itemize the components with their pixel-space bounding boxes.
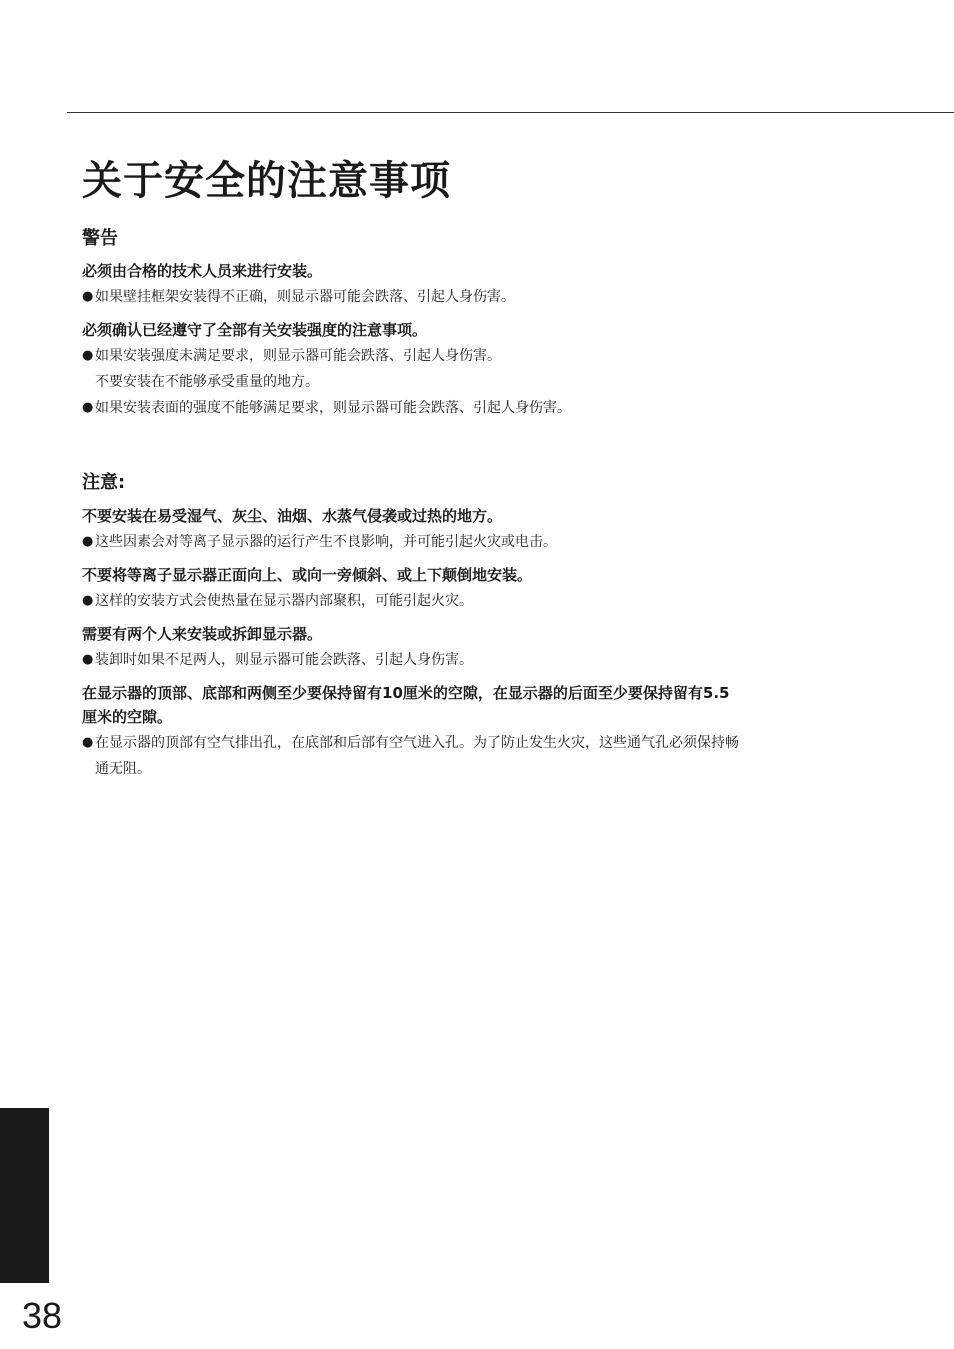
page-number: 38 [22,1295,63,1336]
caution-item-1-head: 不要安装在易受湿气、灰尘、油烟、水蒸气侵袭或过热的地方。 [82,507,503,525]
bullet-icon: ● [82,735,94,750]
page-title: 关于安全的注意事项 [82,158,451,204]
bullet-icon: ● [82,289,94,304]
bullet-icon: ● [82,534,94,549]
warning-item-2-bullet-1-cont: 不要安装在不能够承受重量的地方。 [95,374,319,390]
caution-item-2-bullet [82,589,882,613]
bullet-icon: ● [82,652,94,667]
caution-heading: 注意: [82,472,126,493]
bullet-text: 如果安装强度未满足要求，则显示器可能会跌落、引起人身伤害。 [95,348,501,364]
caution-item-4-head-line-2: 厘米的空隙。 [82,708,173,726]
caution-item-3-head: 需要有两个人来安装或拆卸显示器。 [82,625,323,643]
warning-section [82,226,882,420]
caution-item-4-bullet-cont: 通无阻。 [95,761,151,777]
caution-item-2-head: 不要将等离子显示器正面向上、或向一旁倾斜、或上下颠倒地安装。 [82,566,533,584]
bullet-text: 如果安装表面的强度不能够满足要求，则显示器可能会跌落、引起人身伤害。 [95,400,571,416]
bullet-text: 这样的安装方式会使热量在显示器内部聚积，可能引起火灾。 [95,593,473,609]
warning-item-1-head: 必须由合格的技术人员来进行安装。 [82,262,323,280]
page-content [82,150,882,781]
warning-item-2-head: 必须确认已经遵守了全部有关安装强度的注意事项。 [82,321,428,339]
caution-item-4-bullet [82,731,882,755]
warning-item-2-bullet-1 [82,344,882,368]
bullet-icon: ● [82,348,94,363]
side-tab [0,1108,49,1283]
warning-heading: 警告 [82,228,118,249]
bullet-text: 在显示器的顶部有空气排出孔，在底部和后部有空气进入孔。为了防止发生火灾，这些通气孔必须保持畅 [95,735,739,751]
caution-item-4-head-line-1: 在显示器的顶部、底部和两侧至少要保持留有10厘米的空隙，在显示器的后面至少要保持留有5.5 [82,684,730,702]
caution-section [82,470,882,781]
bullet-text: 如果壁挂框架安装得不正确，则显示器可能会跌落、引起人身伤害。 [95,289,515,305]
caution-item-1-bullet [82,530,882,554]
bullet-text: 这些因素会对等离子显示器的运行产生不良影响，并可能引起火灾或电击。 [95,534,557,550]
caution-item-3-bullet [82,648,882,672]
warning-item-1-bullet [82,285,882,309]
bullet-text: 装卸时如果不足两人，则显示器可能会跌落、引起人身伤害。 [95,652,473,668]
top-rule [67,112,954,113]
bullet-icon: ● [82,400,94,415]
bullet-icon: ● [82,593,94,608]
warning-item-2-bullet-2 [82,396,882,420]
